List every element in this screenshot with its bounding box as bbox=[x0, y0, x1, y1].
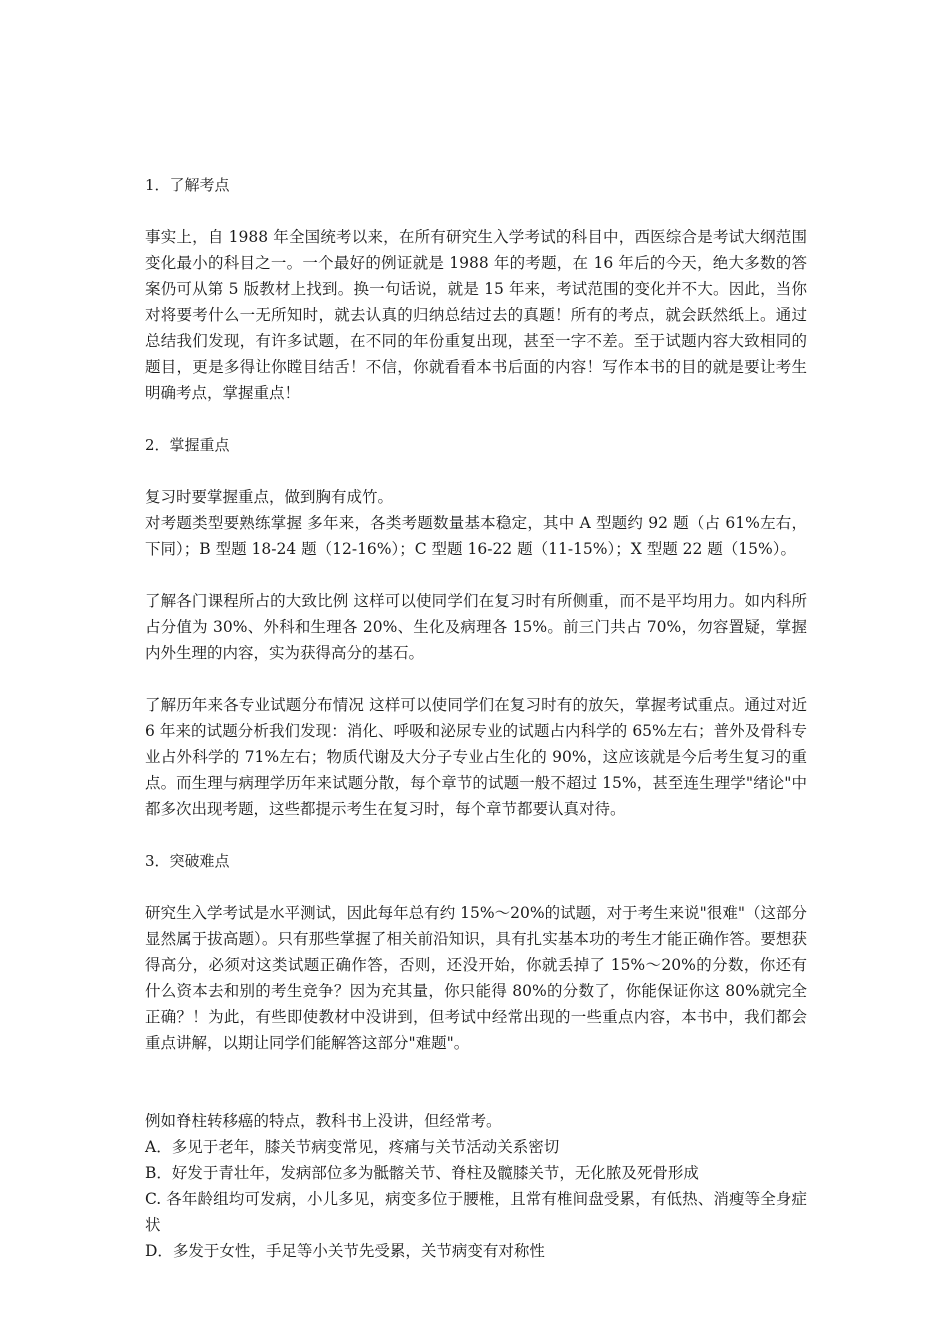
section-2-intro: 复习时要掌握重点，做到胸有成竹。 bbox=[145, 488, 394, 506]
example-option-d: D．多发于女性，手足等小关节先受累，关节病变有对称性 bbox=[145, 1242, 545, 1260]
example-option-a: A．多见于老年，膝关节病变常见，疼痛与关节活动关系密切 bbox=[145, 1138, 560, 1156]
example-intro: 例如脊柱转移癌的特点，教科书上没讲，但经常考。 bbox=[145, 1112, 502, 1130]
example-option-c: C. 各年龄组均可发病，小儿多见，病变多位于腰椎，且常有椎间盘受累，有低热、消瘦等全身症状 bbox=[145, 1190, 807, 1234]
section-2-question-types: 对考题类型要熟练掌握 多年来，各类考题数量基本稳定，其中 A 型题约 92 题（占 61%左右，下同）；B 型题 18-24 题（12-16%）；C 型题 16-22 题（11-15%）；X 型题 22 题（15%）。 bbox=[145, 514, 807, 558]
section-3-heading: 3．突破难点 bbox=[145, 852, 230, 870]
section-2-distribution: 了解历年来各专业试题分布情况 这样可以使同学们在复习时有的放矢，掌握考试重点。通过对近 6 年来的试题分析我们发现：消化、呼吸和泌尿专业的试题占内科学的 65%左右；普外及骨科专业占外科学的 71%左右；物质代谢及大分子专业占生化的 90%，这应该就是今后考生复习的重点。而生理与病理学历年来试题分散，每个章节的试题一般不超过 15%，甚至连生理学"绪论"中都多次出现考题，这些都提示考生在复习时，每个章节都要认真对待。 bbox=[145, 696, 807, 818]
section-1-heading: 1．了解考点 bbox=[145, 176, 230, 194]
section-2-course-ratio: 了解各门课程所占的大致比例 这样可以使同学们在复习时有所侧重，而不是平均用力。如内科所占分值为 30%、外科和生理各 20%、生化及病理各 15%。前三门共占 70%，勿容置疑，掌握内外生理的内容，实为获得高分的基石。 bbox=[145, 592, 807, 662]
section-3-paragraph: 研究生入学考试是水平测试，因此每年总有约 15%～20%的试题，对于考生来说"很难"（这部分显然属于拔高题）。只有那些掌握了相关前沿知识，具有扎实基本功的考生才能正确作答。要想获得高分，必须对这类试题正确作答，否则，还没开始，你就丢掉了 15%～20%的分数，你还有什么资本去和别的考生竞争？因为充其量，你只能得 80%的分数了，你能保证你这 80%就完全正确？！为此，有些即使教材中没讲到，但考试中经常出现的一些重点内容，本书中，我们都会重点讲解，以期让同学们能解答这部分"难题"。 bbox=[145, 904, 807, 1052]
section-2-heading: 2．掌握重点 bbox=[145, 436, 230, 454]
example-option-b: B．好发于青壮年，发病部位多为骶髂关节、脊柱及髋膝关节，无化脓及死骨形成 bbox=[145, 1164, 699, 1182]
section-1-paragraph: 事实上，自 1988 年全国统考以来，在所有研究生入学考试的科目中，西医综合是考试大纲范围变化最小的科目之一。一个最好的例证就是 1988 年的考题，在 16 年后的今天，绝大多数的答案仍可从第 5 版教材上找到。换一句话说，就是 15 年来，考试范围的变化并不大。因此，当你对将要考什么一无所知时，就去认真的归纳总结过去的真题！所有的考点，就会跃然纸上。通过总结我们发现，有许多试题，在不同的年份重复出现，甚至一字不差。至于试题内容大致相同的题目，更是多得让你瞠目结舌！不信，你就看看本书后面的内容！写作本书的目的就是要让考生明确考点，掌握重点！ bbox=[145, 228, 807, 402]
document-body bbox=[145, 172, 807, 1264]
